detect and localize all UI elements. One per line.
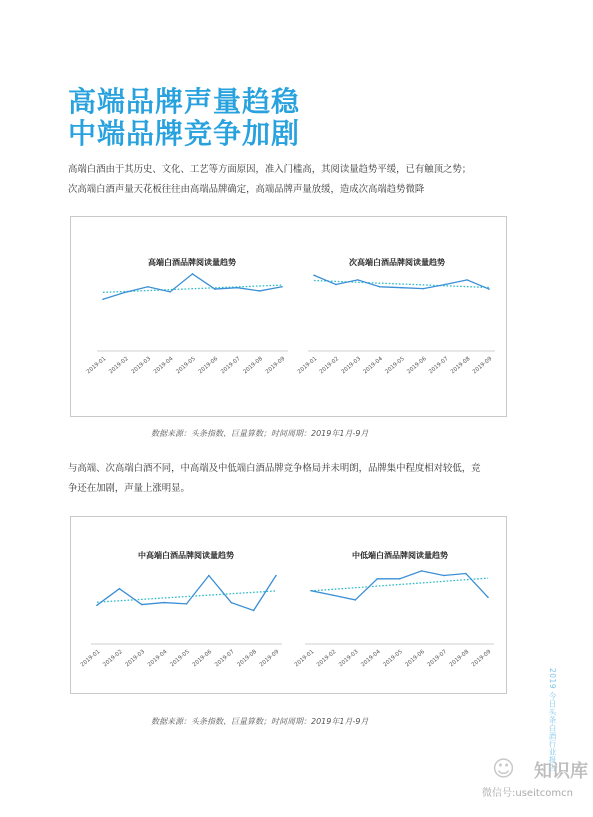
x-tick-label: 2019-03 (130, 355, 153, 376)
x-tick-label: 2019-06 (197, 355, 220, 376)
data-point (125, 292, 127, 294)
data-point (96, 604, 98, 606)
x-tick-label: 2019-09 (258, 648, 281, 669)
data-point (332, 595, 334, 597)
x-tick-label: 2019-04 (362, 355, 384, 376)
x-tick-label: 2019-04 (146, 648, 169, 669)
data-point (230, 602, 232, 604)
data-source-note-2: 数据来源：头条指数、巨量算数；时间周期：2019年1月-9月 (151, 717, 369, 726)
chart-title: 次高端白酒品牌阅读量趋势 (349, 258, 445, 267)
x-tick-label: 2019-02 (315, 648, 338, 669)
data-point (147, 286, 149, 288)
intro-paragraph-line2: 次高端白酒声量天花板往往由高端品牌确定，高端品牌声量放缓，造成次高端趋势微降 (68, 184, 425, 195)
line-chart-1 (86, 257, 288, 375)
x-tick-label: 2019-05 (384, 355, 406, 376)
x-tick-label: 2019-01 (79, 648, 102, 669)
x-tick-label: 2019-09 (471, 355, 494, 376)
data-source-note-1: 数据来源：头条指数、巨量算数；时间周期：2019年1月-9月 (151, 429, 369, 438)
x-tick-label: 2019-03 (124, 648, 147, 669)
data-point (253, 610, 255, 612)
data-point (163, 602, 165, 604)
data-point (259, 290, 261, 292)
trend-line (311, 578, 488, 591)
x-tick-label: 2019-07 (214, 648, 236, 669)
x-tick-label: 2019-07 (426, 648, 449, 669)
x-tick-label: 2019-02 (102, 648, 124, 669)
x-tick-label: 2019-05 (175, 355, 197, 376)
x-tick-label: 2019-03 (338, 648, 360, 669)
series-line (103, 274, 282, 299)
series-line (311, 571, 488, 600)
data-point (236, 287, 238, 289)
line-chart-4 (294, 550, 494, 668)
data-point (357, 279, 359, 281)
data-point (310, 590, 312, 592)
page-title-line2: 中端品牌竞争加剧 (68, 117, 301, 150)
watermark-subtitle: 微信号:useitcomcn (482, 788, 573, 799)
intro-paragraph-line1: 高端白酒由于其历史、文化、工艺等方面原因，准入门槛高，其阅读量趋势平缓，已有触顶之势； (68, 164, 472, 175)
report-side-label: 2019 今日头条白酒行业报告 (548, 668, 557, 772)
comparison-paragraph (68, 459, 526, 499)
data-point (421, 570, 423, 572)
x-tick-label: 2019-02 (318, 355, 341, 376)
chart-title: 高端白酒品牌阅读量趋势 (148, 258, 236, 267)
data-point (275, 575, 277, 577)
x-tick-label: 2019-05 (382, 648, 404, 669)
data-point (208, 575, 210, 577)
data-point (488, 288, 490, 290)
x-tick-label: 2019-01 (85, 355, 108, 376)
data-point (487, 596, 489, 598)
series-line (97, 576, 276, 611)
line-chart-3 (80, 550, 282, 668)
x-tick-label: 2019-09 (264, 355, 287, 376)
data-point (466, 279, 468, 281)
data-point (186, 603, 188, 605)
chart-panel-bottom (70, 516, 507, 694)
data-point (465, 573, 467, 575)
data-point (313, 274, 315, 276)
x-tick-label: 2019-01 (296, 355, 319, 376)
x-tick-label: 2019-02 (108, 355, 130, 376)
data-point (379, 286, 381, 288)
chart-panel-top (70, 216, 507, 417)
comparison-paragraph-line2: 争还在加剧，声量上涨明显。 (68, 483, 190, 494)
x-tick-label: 2019-04 (152, 355, 175, 376)
x-tick-label: 2019-08 (449, 355, 472, 376)
data-point (281, 286, 283, 288)
x-tick-label: 2019-07 (428, 355, 450, 376)
line-chart-2 (297, 257, 495, 375)
data-point (169, 291, 171, 293)
data-point (444, 284, 446, 286)
x-tick-label: 2019-08 (242, 355, 264, 376)
watermark-title: 知识库 (534, 761, 588, 782)
x-tick-label: 2019-06 (404, 648, 426, 669)
page-title-line1: 高端品牌声量趋稳 (68, 85, 301, 118)
data-point (141, 604, 143, 606)
comparison-paragraph-line1: 与高端、次高端白酒不同，中高端及中低端白酒品牌竞争格局并未明朗，品牌集中程度相对较低，竞 (68, 463, 481, 474)
data-point (443, 575, 445, 577)
x-tick-label: 2019-03 (340, 355, 363, 376)
data-point (354, 599, 356, 601)
chart-panel-bottom-svg (71, 517, 506, 693)
x-tick-label: 2019-08 (236, 648, 258, 669)
x-tick-label: 2019-06 (191, 648, 214, 669)
wechat-icon: ☺ (492, 757, 515, 782)
x-tick-label: 2019-01 (293, 648, 316, 669)
chart-title: 中高端白酒品牌阅读量趋势 (138, 551, 234, 560)
data-point (102, 298, 104, 300)
data-point (399, 578, 401, 580)
chart-title: 中低端白酒品牌阅读量趋势 (352, 551, 448, 560)
x-tick-label: 2019-04 (360, 648, 382, 669)
data-point (401, 287, 403, 289)
x-tick-label: 2019-06 (406, 355, 428, 376)
data-point (335, 284, 337, 286)
data-point (192, 273, 194, 275)
data-point (377, 578, 379, 580)
data-point (119, 588, 121, 590)
data-point (214, 288, 216, 290)
x-tick-label: 2019-08 (448, 648, 471, 669)
chart-panel-top-svg (71, 217, 506, 416)
data-point (423, 288, 425, 290)
x-tick-label: 2019-05 (169, 648, 191, 669)
intro-paragraph (68, 160, 526, 200)
x-tick-label: 2019-07 (220, 355, 242, 376)
x-tick-label: 2019-09 (470, 648, 493, 669)
